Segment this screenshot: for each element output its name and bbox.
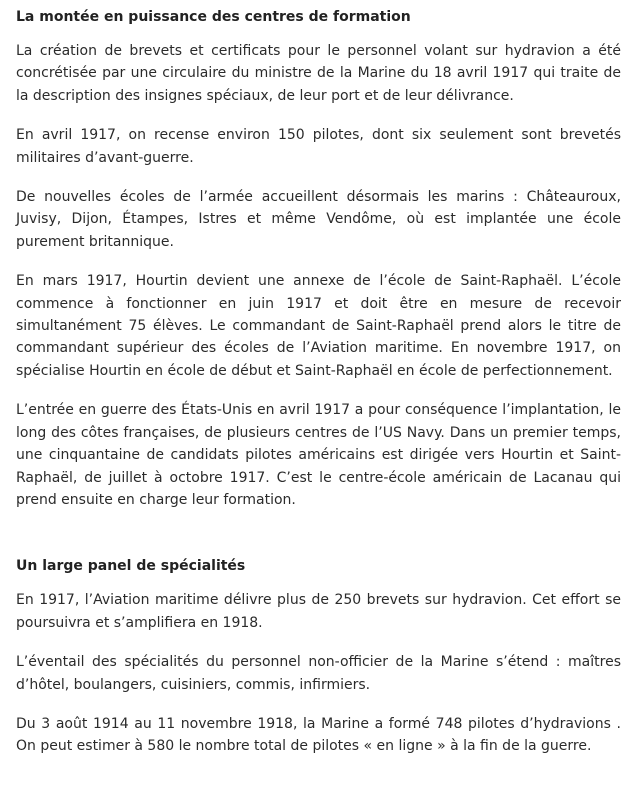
paragraph: L’éventail des spécialités du personnel non-officier de la Marine s’étend : maîtres d’hôtel, boulangers, cuisiniers, commis, infirmiers. xyxy=(16,654,621,693)
paragraph: En 1917, l’Aviation maritime délivre plus de 250 brevets sur hydravion. Cet effort se poursuivra et s’amplifiera en 1918. xyxy=(16,592,621,631)
paragraph: En avril 1917, on recense environ 150 pilotes, dont six seulement sont brevetés militaires d’avant-guerre. xyxy=(16,127,621,166)
paragraph: En mars 1917, Hourtin devient une annexe de l’école de Saint-Raphaël. L’école commence à fonctionner en juin 1917 et doit être en mesure de recevoir simultanément 75 élèves. Le commandant de Saint-Raphaël prend alors le titre de commandant supérieur des écoles de l’Aviation maritime. En novembre 1917, on spécialise Hourtin en école de début et Saint-Raphaël en école de perfectionnement. xyxy=(16,273,621,379)
section-training-centers xyxy=(16,6,621,511)
article-body xyxy=(16,6,621,775)
paragraph: La création de brevets et certificats pour le personnel volant sur hydravion a été concrétisée par une circulaire du ministre de la Marine du 18 avril 1917 qui traite de la description des insignes spéciaux, de leur port et de leur délivrance. xyxy=(16,43,621,104)
paragraph: Du 3 août 1914 au 11 novembre 1918, la Marine a formé 748 pilotes d’hydravions . On peut estimer à 580 le nombre total de pilotes « en ligne » à la fin de la guerre. xyxy=(16,715,621,755)
section-title: La montée en puissance des centres de formation xyxy=(16,9,411,25)
paragraph: De nouvelles écoles de l’armée accueillent désormais les marins : Châteauroux, Juvisy, Dijon, Étampes, Istres et même Vendôme, où est implantée une école purement britannique. xyxy=(16,189,621,250)
paragraph: L’entrée en guerre des États-Unis en avril 1917 a pour conséquence l’implantation, le long des côtes françaises, de plusieurs centres de l’US Navy. Dans un premier temps, une cinquantaine de candidats pilotes américains est dirigée vers Hourtin et Saint-Raphaël, de juillet à octobre 1917. C’est le centre-école américain de Lacanau qui prend ensuite en charge leur formation. xyxy=(16,402,621,508)
section-title: Un large panel de spécialités xyxy=(16,558,246,575)
section-specialties xyxy=(16,555,621,757)
